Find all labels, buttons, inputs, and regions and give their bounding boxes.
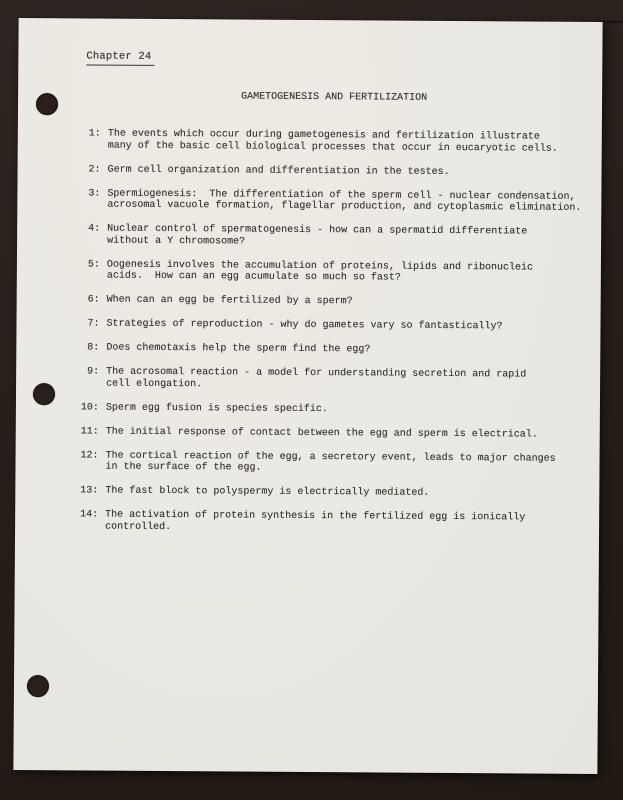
item-text: Strategies of reproduction - why do gametes vary so fantastically? xyxy=(106,318,503,333)
item-text: Spermiogenesis: The differentiation of the sperm cell - nuclear condensation, acrosomal vacuole formation, flagellar production, and cytoplasmic elimination. xyxy=(107,188,582,215)
list-item xyxy=(73,343,600,358)
list-item xyxy=(74,295,601,310)
list-item xyxy=(75,128,602,155)
list-item xyxy=(72,486,599,501)
document-page xyxy=(13,18,602,774)
item-text: Germ cell organization and differentiation in the testes. xyxy=(107,164,450,178)
item-number: 3: xyxy=(88,188,101,200)
item-text: The events which occur during gametogenesis and fertilization illustrate many of the basic cell biological processes that occur in eucaryotic cells. xyxy=(107,128,558,155)
item-text: Sperm egg fusion is species specific. xyxy=(105,402,328,415)
item-number: 2: xyxy=(88,164,101,176)
list-item xyxy=(72,510,599,537)
punch-hole-bottom xyxy=(27,675,49,697)
page-title: GAMETOGENESIS AND FERTILIZATION xyxy=(241,91,428,104)
item-text: Oogenesis involves the accumulation of proteins, lipids and ribonucleic acids. How can an egg acumulate so much so fast? xyxy=(106,259,534,284)
item-number: 7: xyxy=(87,318,100,330)
item-text: Does chemotaxis help the sperm find the egg? xyxy=(106,342,371,356)
item-number: 9: xyxy=(87,366,100,378)
list-item xyxy=(74,188,601,215)
item-text: The acrosomal reaction - a model for understanding secretion and rapid cell elongation. xyxy=(106,366,527,391)
topic-list xyxy=(72,128,602,536)
list-item xyxy=(73,367,600,394)
list-item xyxy=(74,259,601,286)
item-text: The fast block to polyspermy is electrically mediated. xyxy=(105,485,430,500)
item-number: 5: xyxy=(87,259,100,271)
list-item xyxy=(73,402,600,417)
item-text: The initial response of contact between the egg and sperm is electrical. xyxy=(105,426,538,441)
chapter-heading: Chapter 24 xyxy=(86,50,154,65)
punch-hole-middle xyxy=(33,383,55,405)
list-item xyxy=(72,450,599,477)
list-item xyxy=(75,164,602,179)
punch-hole-top xyxy=(36,93,58,115)
list-item xyxy=(73,426,600,441)
item-text: The cortical reaction of the egg, a secretory event, leads to major changes in the surface of the egg. xyxy=(105,450,556,475)
chapter-row xyxy=(86,45,602,69)
item-number: 10: xyxy=(80,402,99,414)
item-number: 11: xyxy=(80,426,99,438)
item-number: 14: xyxy=(80,509,99,521)
item-number: 13: xyxy=(80,485,99,497)
item-text: When can an egg be fertilized by a sperm? xyxy=(106,294,353,308)
item-text: The activation of protein synthesis in the fertilized egg is ionically controlled. xyxy=(105,509,526,534)
list-item xyxy=(73,319,600,334)
item-number: 8: xyxy=(87,342,100,354)
item-number: 1: xyxy=(88,128,101,140)
item-number: 6: xyxy=(87,294,100,306)
list-item xyxy=(74,224,601,251)
item-number: 4: xyxy=(88,223,101,235)
item-number: 12: xyxy=(80,450,99,462)
item-text: Nuclear control of spermatogenesis - how can a spermatid differentiate without a Y chromosome? xyxy=(107,223,528,248)
